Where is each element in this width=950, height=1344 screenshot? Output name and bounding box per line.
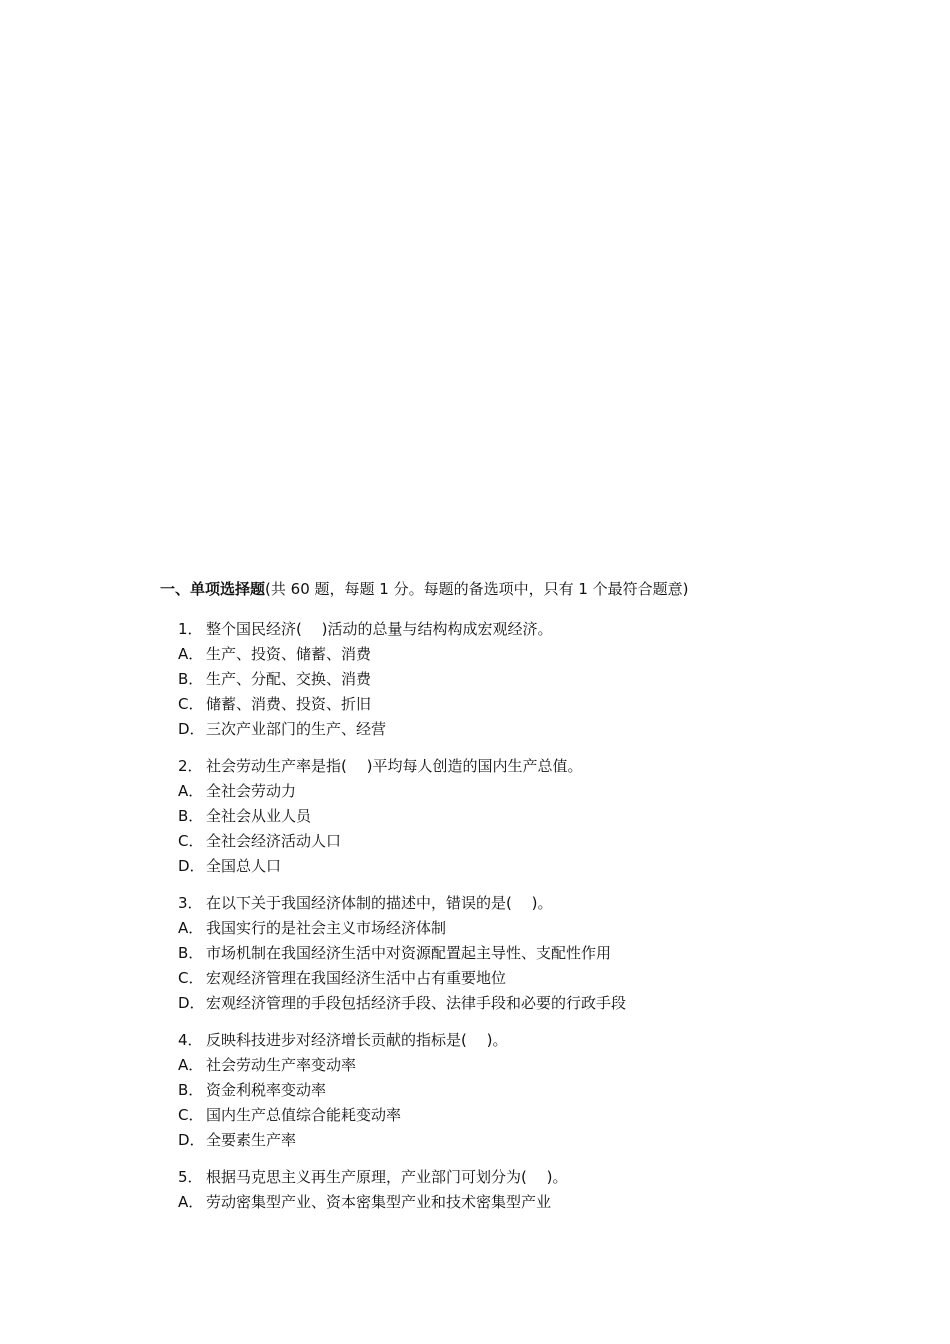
option-letter: B． [178,807,204,825]
question-text: 社会劳动生产率是指( )平均每人创造的国内生产总值。 [206,757,583,775]
option-d [178,1128,878,1153]
option-text: 国内生产总值综合能耗变动率 [206,1106,402,1124]
question-stem [178,891,878,916]
option-text: 市场机制在我国经济生活中对资源配置起主导性、支配性作用 [206,944,612,962]
option-c [178,1103,878,1128]
question-number: 2． [178,757,203,775]
question-stem [178,1165,878,1190]
option-d [178,854,878,879]
option-text: 全要素生产率 [206,1131,297,1149]
question-4 [178,1028,878,1153]
option-a [178,1053,878,1078]
option-b [178,667,878,692]
option-letter: C． [178,1106,204,1124]
option-letter: A． [178,645,204,663]
option-text: 三次产业部门的生产、经营 [206,720,387,738]
option-text: 生产、投资、储蓄、消费 [206,645,372,663]
option-text: 全社会劳动力 [206,782,297,800]
option-b [178,804,878,829]
option-text: 全国总人口 [206,857,282,875]
option-a [178,779,878,804]
option-text: 宏观经济管理在我国经济生活中占有重要地位 [206,969,507,987]
question-text: 根据马克思主义再生产原理，产业部门可划分为( )。 [206,1168,568,1186]
option-text: 全社会从业人员 [206,807,312,825]
option-letter: B． [178,1081,204,1099]
option-d [178,717,878,742]
option-a [178,1190,878,1215]
option-letter: A． [178,1193,204,1211]
option-letter: D． [178,857,205,875]
option-letter: A． [178,782,204,800]
question-1 [178,617,878,742]
question-2 [178,754,878,879]
option-text: 我国实行的是社会主义市场经济体制 [206,919,447,937]
question-stem [178,617,878,642]
option-text: 全社会经济活动人口 [206,832,342,850]
section-title: 单项选择题 [190,580,266,598]
option-letter: C． [178,969,204,987]
option-c [178,692,878,717]
option-letter: C． [178,832,204,850]
section-heading [160,578,689,600]
question-number: 4． [178,1031,203,1049]
option-letter: D． [178,720,205,738]
question-number: 3． [178,894,203,912]
question-stem [178,1028,878,1053]
option-c [178,966,878,991]
question-5 [178,1165,878,1215]
option-text: 资金利税率变动率 [206,1081,327,1099]
option-letter: A． [178,919,204,937]
option-letter: D． [178,994,205,1012]
option-letter: C． [178,695,204,713]
option-d [178,991,878,1016]
section-number: 一、 [160,580,191,598]
option-letter: D． [178,1131,205,1149]
question-text: 整个国民经济( )活动的总量与结构构成宏观经济。 [206,620,553,638]
option-letter: B． [178,944,204,962]
option-c [178,829,878,854]
option-b [178,1078,878,1103]
question-text: 在以下关于我国经济体制的描述中，错误的是( )。 [206,894,553,912]
question-3 [178,891,878,1016]
option-a [178,642,878,667]
question-number: 5． [178,1168,203,1186]
option-a [178,916,878,941]
option-letter: A． [178,1056,204,1074]
option-b [178,941,878,966]
question-stem [178,754,878,779]
option-letter: B． [178,670,204,688]
option-text: 社会劳动生产率变动率 [206,1056,357,1074]
question-text: 反映科技进步对经济增长贡献的指标是( )。 [206,1031,508,1049]
option-text: 储蓄、消费、投资、折旧 [206,695,372,713]
option-text: 宏观经济管理的手段包括经济手段、法律手段和必要的行政手段 [206,994,627,1012]
option-text: 劳动密集型产业、资本密集型产业和技术密集型产业 [206,1193,552,1211]
section-note: (共 60 题，每题 1 分。每题的备选项中，只有 1 个最符合题意) [265,580,689,598]
question-list [178,617,878,1227]
option-text: 生产、分配、交换、消费 [206,670,372,688]
question-number: 1． [178,620,203,638]
